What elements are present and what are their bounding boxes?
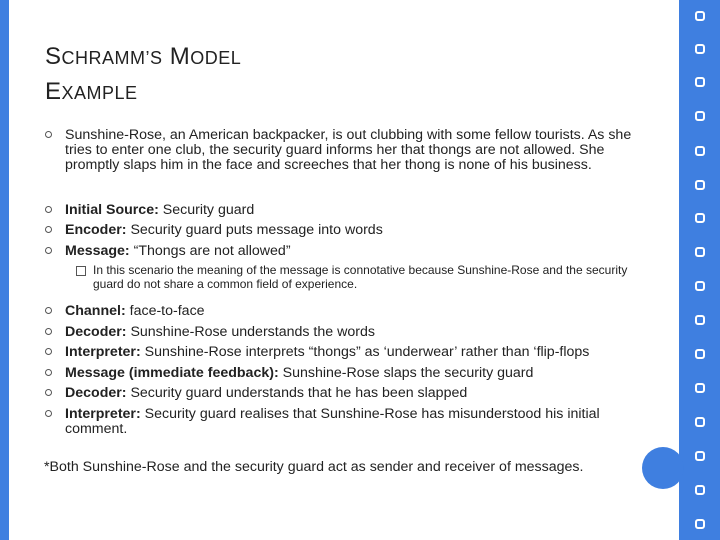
sub-bullet-marker xyxy=(76,266,86,276)
title-part: S xyxy=(45,43,62,70)
title-part: S xyxy=(150,48,163,68)
binding-ring xyxy=(695,146,705,156)
title-part: E xyxy=(45,78,62,105)
binding-ring xyxy=(695,44,705,54)
title-part: CHRAMM xyxy=(61,48,146,68)
binding-ring xyxy=(695,349,705,359)
list-item xyxy=(44,407,644,437)
item-text: Security guard puts message into words xyxy=(126,222,383,238)
item-text: Security guard realises that Sunshine-Rose has misunderstood his initial comment. xyxy=(65,405,600,437)
left-accent-bar xyxy=(0,0,9,540)
binding-ring xyxy=(695,519,705,529)
binding-ring xyxy=(695,213,705,223)
item-label: Interpreter: xyxy=(65,344,141,360)
bullet-marker xyxy=(45,226,52,233)
spacer xyxy=(44,179,644,203)
bullet-marker xyxy=(45,348,52,355)
binding-ring xyxy=(695,315,705,325)
list-item xyxy=(44,304,644,319)
list-item xyxy=(44,325,644,340)
title-part: M xyxy=(162,43,191,70)
title-line-2 xyxy=(45,75,645,110)
decorative-circle xyxy=(642,447,684,489)
item-text: “Thongs are not allowed” xyxy=(129,242,291,259)
item-label: Message (immediate feedback): xyxy=(65,364,279,381)
item-text: face-to-face xyxy=(125,303,205,319)
binding-ring xyxy=(695,417,705,427)
binding-ring xyxy=(695,180,705,190)
list-item xyxy=(44,345,644,360)
bullet-marker xyxy=(45,206,52,213)
bullet-marker xyxy=(45,307,52,314)
intro-bullet xyxy=(44,128,644,173)
binding-ring xyxy=(695,247,705,257)
list-item xyxy=(44,386,644,401)
item-text: Sunshine-Rose understands the words xyxy=(126,323,375,340)
binding-ring xyxy=(695,451,705,461)
item-label: Channel: xyxy=(65,303,126,319)
list-item xyxy=(44,244,644,259)
binding-ring xyxy=(695,281,705,291)
list-item xyxy=(44,366,644,381)
sub-bullet-text: In this scenario the meaning of the message is connotative because Sunshine-Rose and the security guard do not share a common field of experience. xyxy=(93,263,628,291)
footnote: *Both Sunshine-Rose and the security guard act as sender and receiver of messages. xyxy=(44,459,584,475)
title-part: XAMPLE xyxy=(61,83,138,103)
binding-ring xyxy=(695,111,705,121)
item-label: Interpreter: xyxy=(65,405,141,422)
bullet-marker xyxy=(45,247,52,254)
notebook-binding xyxy=(679,0,720,540)
bullet-marker xyxy=(45,131,52,138)
bullet-marker xyxy=(45,389,52,396)
title-line-1 xyxy=(45,40,645,75)
item-label: Encoder: xyxy=(65,222,127,238)
item-label: Decoder: xyxy=(65,323,127,340)
bullet-marker xyxy=(45,328,52,335)
slide-title xyxy=(45,40,645,110)
slide-body xyxy=(44,128,644,442)
item-label: Initial Source: xyxy=(65,201,159,218)
list-item xyxy=(44,203,644,218)
title-part: ODEL xyxy=(190,48,242,68)
bullet-marker xyxy=(45,369,52,376)
binding-ring xyxy=(695,383,705,393)
binding-ring xyxy=(695,77,705,87)
binding-ring xyxy=(695,485,705,495)
bullet-marker xyxy=(45,410,52,417)
item-text: Sunshine-Rose interprets “thongs” as ‘underwear’ rather than ‘flip-flops xyxy=(140,344,590,360)
item-text: Security guard understands that he has been slapped xyxy=(126,385,468,401)
item-text: Security guard xyxy=(158,201,255,218)
intro-text: Sunshine-Rose, an American backpacker, is out clubbing with some fellow tourists. As she tries to enter one club, the security guard informs her that thongs are not allowed. She promptly slaps him in the face and screeches that her thong is none of his business. xyxy=(65,127,632,173)
list-item xyxy=(44,223,644,238)
binding-ring xyxy=(695,11,705,21)
item-label: Decoder: xyxy=(65,385,127,401)
item-text: Sunshine-Rose slaps the security guard xyxy=(278,364,534,381)
title-part: ’ xyxy=(145,48,151,68)
sub-bullet xyxy=(44,264,633,291)
item-label: Message: xyxy=(65,242,130,259)
